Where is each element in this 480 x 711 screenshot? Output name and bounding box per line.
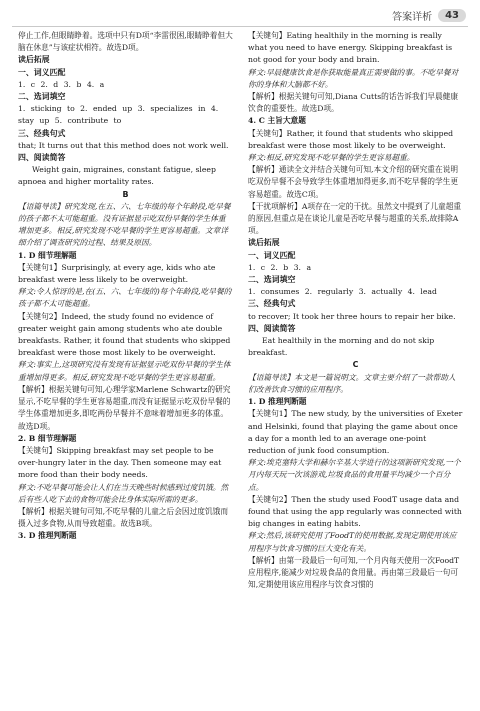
left-paragraph: 1. c 2. d 3. b 4. a	[18, 79, 105, 89]
right-paragraph: 释文:埃克塞特大学和赫尔辛基大学进行的这项新研究发现,一个月内每天玩一次该游戏,垃圾食品的食用量平均减少一个百分点。	[248, 458, 461, 492]
header-title: 答案详析	[392, 11, 433, 23]
right-paragraph: 【关键句】Rather, it found that students who skipped breakfast were those most likely to be overweight.	[248, 128, 454, 150]
page-header	[392, 6, 466, 24]
right-paragraph: 【解析】由第一段最后一句可知,一个月内每天使用一次FoodT应用程序,能减少对垃圾食品的食用量。再由第三段最后一句可知,定期使用该应用程序与饮食习惯的	[248, 555, 460, 590]
right-paragraph: 【关键句2】Then the study used FoodT usage data and found that using the app regularly was connected with big changes in eating habits.	[248, 494, 462, 529]
left-paragraph: 四、阅读简答	[18, 153, 66, 163]
left-column	[18, 30, 233, 543]
right-paragraph: 释文:早晨健康饮食是你获取能量真正需要做的事。不吃早餐对你的身体和大脑都不好。	[248, 67, 459, 89]
left-paragraph: 释文:令人惊讶的是,在(五、六、七年级的)每个年龄段,吃早餐的孩子都不太可能超重。	[18, 287, 232, 309]
left-paragraph: 二、选词填空	[18, 92, 66, 102]
right-paragraph: 【干扰项解析】A项存在一定的干扰。虽然文中提到了儿童超重的原因,但重点是在谈论儿童是否吃早餐与超重的关系,故排除A项。	[248, 201, 462, 236]
right-paragraph: 【关键句】Eating healthily in the morning is really what you need to have energy. Skipping breakfast is not good for your body and brain.	[248, 31, 453, 65]
left-paragraph: 三、经典句式	[18, 128, 66, 138]
left-paragraph: 释文:事实上,这项研究没有发现有证据显示吃双份早餐的学生体重增加得更多。相反,研究发现不吃早餐的学生更容易超重。	[18, 360, 231, 382]
page-number: 43	[438, 9, 466, 22]
left-paragraph: 【关键句1】Surprisingly, at every age, kids who ate breakfast were less likely to be overweight.	[18, 262, 216, 285]
right-paragraph: C	[352, 360, 359, 370]
left-paragraph: that; It turns out that this method does not work well.	[18, 140, 229, 150]
right-paragraph: 【解析】根据关键句可知,Diana Cutts的话告诉我们早晨健康饮食的重要性。故选D项。	[248, 92, 459, 114]
header-divider	[12, 26, 468, 27]
left-paragraph: 1. sticking to 2. ended up 3. specializes in 4. stay up 5. contribute to	[18, 104, 219, 126]
right-paragraph: 1. D 推理判断题	[248, 397, 307, 407]
left-paragraph: 【解析】根据关键句可知,心理学家Marlene Schwartz的研究显示,不吃早餐的学生更容易超重,而没有证据显示吃双份早餐的学生体重增加更多,即吃两份早餐并不意味着增加更多的体重。故选D项。	[18, 384, 231, 431]
right-paragraph: Eat healthily in the morning and do not skip breakfast.	[248, 336, 435, 358]
right-column	[248, 30, 463, 591]
right-paragraph: 二、选词填空	[248, 275, 296, 285]
left-paragraph: 【关键句】Skipping breakfast may set people to be over-hungry later in the day. Then someone may eat more food than their body needs.	[18, 445, 222, 480]
left-paragraph: 【语篇导读】研究发现,在五、六、七年级的每个年龄段,吃早餐的孩子都不太可能超重。没有证据显示吃双份早餐的学生体重增加更多。相反,研究发现不吃早餐的学生更容易超重。文章详细介绍了调查研究的过程、结果及原因。	[18, 201, 231, 248]
right-paragraph: 释文:相反,研究发现不吃早餐的学生更容易超重。	[248, 153, 415, 163]
right-paragraph: 1. consumes 2. regularly 3. actually 4. lead	[248, 287, 437, 297]
right-paragraph: 四、阅读简答	[248, 323, 296, 333]
left-paragraph: 一、词义匹配	[18, 67, 66, 77]
left-paragraph: 【关键句2】Indeed, the study found no evidence of greater weight gain among students who ate double breakfasts. Rather, it found that students who skipped breakfast were those most likely to be overweight.	[18, 311, 231, 358]
right-paragraph: 4. C 主旨大意题	[248, 116, 306, 126]
left-paragraph: 读后拓展	[18, 55, 50, 65]
right-paragraph: 【解析】通读全文并结合关键句可知,本文介绍的研究重在说明吃双份早餐不会导致学生体重增加得更多,而不吃早餐的学生更容易超重。故选C项。	[248, 165, 459, 199]
right-paragraph: 读后拓展	[248, 238, 280, 248]
right-paragraph: 三、经典句式	[248, 299, 296, 309]
left-paragraph: 【解析】根据关键句可知,不吃早餐的儿童之后会因过度饥饿而摄入过多食物,从而导致超重。故选B项。	[18, 506, 229, 529]
right-paragraph: 1. c 2. b 3. a	[248, 262, 312, 272]
right-paragraph: 释文:然后,该研究使用了FoodT的使用数据,发现定期使用该应用程序与饮食习惯的巨大变化有关。	[248, 531, 457, 553]
right-paragraph: 【关键句1】The new study, by the universities of Exeter and Helsinki, found that playing the game about once a day for a month led to an average one-point reduction of junk food consumption.	[248, 409, 463, 455]
right-paragraph: to recover; It took her three hours to repair her bike.	[248, 311, 456, 321]
left-paragraph: Weight gain, migraines, constant fatigue, sleep apnoea and higher mortality rates.	[18, 165, 216, 187]
left-paragraph: 3. D 推理判断题	[18, 531, 77, 541]
left-paragraph: 1. D 细节理解题	[18, 250, 77, 260]
left-paragraph: 释文:不吃早餐可能会让人们在当天晚些时候感到过度饥饿。然后有些人吃下去的食物可能会比身体实际所需的更多。	[18, 482, 229, 504]
right-paragraph: 一、词义匹配	[248, 250, 296, 260]
left-paragraph: B	[122, 189, 129, 199]
right-paragraph: 【语篇导读】本文是一篇说明文。文章主要介绍了一款帮助人们改善饮食习惯的应用程序。	[248, 372, 456, 394]
left-paragraph: 停止工作,但眼睛睁着。选项中只有D项“李雷很困,眼睛睁着但大脑在休息”与该症状相符。故选D项。	[18, 31, 233, 53]
left-paragraph: 2. B 细节理解题	[18, 433, 77, 443]
